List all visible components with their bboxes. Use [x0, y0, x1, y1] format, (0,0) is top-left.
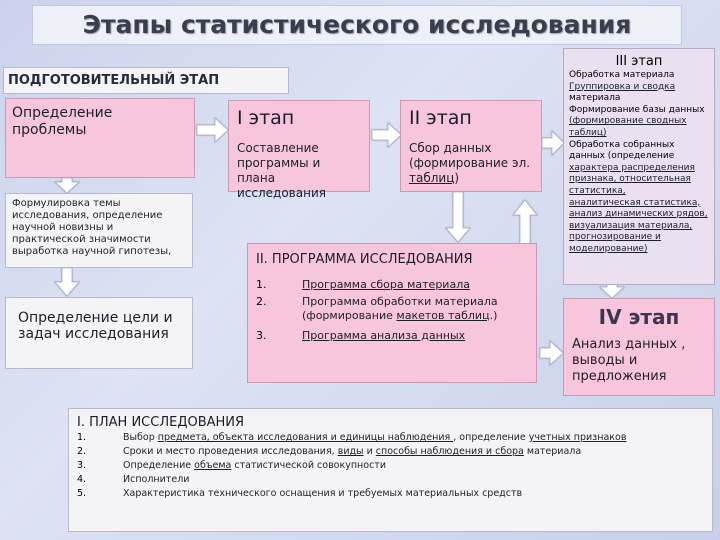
- stage2-heading: II этап: [409, 107, 472, 129]
- stage3-line: материала: [569, 93, 621, 104]
- stage3-heading: III этап: [615, 54, 663, 69]
- preparatory-stage-label: ПОДГОТОВИТЕЛЬНЫЙ ЭТАП: [3, 67, 289, 94]
- plan-link[interactable]: виды: [337, 446, 364, 457]
- plan-link[interactable]: объема: [194, 460, 232, 471]
- stage2-box: [400, 100, 542, 192]
- problem-box: [5, 98, 195, 178]
- stage2-text: Сбор данных (формирование эл. таблиц): [409, 141, 531, 185]
- arrow-problem-to-stage1: [197, 118, 228, 142]
- stage3-link[interactable]: статистика,: [569, 185, 626, 196]
- stage1-heading: I этап: [237, 107, 295, 129]
- arrow-topic-to-goals: [55, 268, 79, 296]
- goals-box: [5, 297, 193, 369]
- stage3-link[interactable]: признака, относительная: [569, 174, 691, 185]
- plan-item: 3. Определение объема статистической совокупности: [77, 460, 387, 471]
- plan-item: 2. Сроки и место проведения исследования, виды и способы наблюдения и сбора материала: [77, 446, 582, 457]
- stage3-line: данных (определение: [569, 151, 675, 162]
- stage4-box: [563, 298, 715, 396]
- stage3-box: [563, 48, 715, 285]
- plan-heading: I. ПЛАН ИССЛЕДОВАНИЯ: [77, 415, 245, 430]
- goals-text: Определение цели и задач исследования: [18, 310, 173, 342]
- stage3-link[interactable]: визуализация материала,: [569, 220, 693, 231]
- program-link[interactable]: Программа сбора материала: [302, 278, 470, 291]
- program-item: 3. Программа анализа данных: [256, 329, 466, 342]
- table-layouts-link[interactable]: макетов таблиц: [396, 309, 490, 322]
- problem-text: Определение проблемы: [12, 105, 113, 138]
- tables-link[interactable]: таблиц: [409, 171, 455, 185]
- page-title: Этапы статистического исследования: [32, 5, 682, 45]
- plan-item: 4. Исполнители: [77, 474, 190, 485]
- program-item: 2. Программа обработки материала (формирование макетов таблиц.): [256, 295, 498, 322]
- plan-item: 1. Выбор предмета, объекта исследования и единицы наблюдения , определение учетных признаков: [77, 432, 627, 443]
- stage3-line: Обработка материала: [569, 70, 675, 80]
- arrow-stage2-to-program: [446, 192, 470, 242]
- stage3-line: Формирование базы данных: [569, 104, 705, 115]
- stage3-link[interactable]: (формирование сводных: [569, 116, 687, 127]
- arrow-program-to-stage3: [513, 200, 537, 245]
- program-link[interactable]: Программа анализа данных: [302, 329, 466, 342]
- topic-text: Формулировка темы исследования, определение научной новизны и практической значимости выработка научной гипотезы,: [12, 198, 172, 257]
- stage1-text: Составление программы и плана исследования: [237, 141, 326, 200]
- program-box: [247, 243, 537, 383]
- plan-item: 5. Характеристика технического оснащения и требуемых материальных средств: [77, 488, 523, 499]
- arrow-program-to-stage4: [540, 341, 563, 365]
- stage3-link[interactable]: прогнозирование и: [569, 232, 661, 243]
- arrow-problem-to-topic: [55, 178, 79, 193]
- stage1-box: [228, 100, 370, 200]
- stage3-line: Обработка собранных: [569, 139, 675, 150]
- program-item: 1. Программа сбора материала: [256, 278, 470, 291]
- stage4-heading: IV этап: [598, 305, 680, 329]
- arrow-stage1-to-stage2: [372, 123, 401, 147]
- stage3-link[interactable]: Группировка и сводка: [569, 81, 676, 92]
- arrow-stage2-to-stage3: [542, 131, 564, 155]
- topic-box: [5, 193, 193, 268]
- stage3-link[interactable]: характера распределения: [569, 162, 695, 173]
- plan-link[interactable]: способы наблюдения и сбора: [375, 446, 524, 457]
- program-heading: II. ПРОГРАММА ИССЛЕДОВАНИЯ: [256, 252, 473, 267]
- plan-box: [68, 408, 713, 532]
- stage3-link[interactable]: таблиц): [569, 127, 607, 138]
- stage3-link[interactable]: анализ динамических рядов,: [569, 209, 708, 220]
- plan-link[interactable]: учетных признаков: [528, 432, 627, 443]
- stage3-link[interactable]: моделирование): [569, 243, 648, 254]
- plan-link[interactable]: предмета, объекта исследования и единицы наблюдения: [157, 432, 454, 443]
- stage3-link[interactable]: аналитическая статистика,: [569, 197, 701, 208]
- stage4-text: Анализ данных , выводы и предложения: [572, 337, 686, 384]
